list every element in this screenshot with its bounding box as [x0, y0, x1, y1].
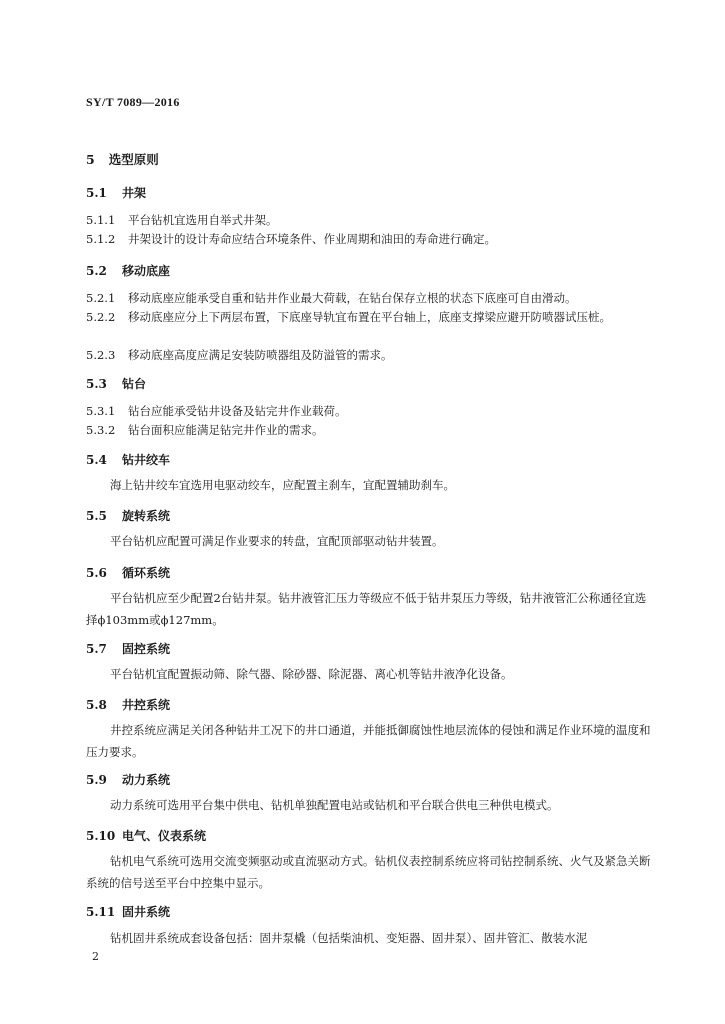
clause-number: 5.2.3: [86, 348, 116, 362]
section-number: 5.6: [86, 566, 107, 580]
section-number: 5.5: [86, 509, 107, 523]
section-paragraph: 平台钻机应配置可满足作业要求的转盘，宜配顶部驱动钻井装置。: [110, 534, 444, 548]
section-title: 钻井绞车: [122, 453, 171, 467]
clause-text: 钻台面积应能满足钻完井作业的需求。: [128, 423, 324, 437]
chapter-number: 5: [86, 152, 95, 167]
section-paragraph: 动力系统可选用平台集中供电、钻机单独配置电站或钻机和平台联合供电三种供电模式。: [110, 798, 559, 812]
section-number: 5.11: [86, 905, 116, 919]
clause: [86, 420, 656, 440]
clause-text: 移动底座应分上下两层布置，下底座导轨宜布置在平台轴上，底座支撑梁应避开防喷器试压桩。: [128, 310, 611, 324]
section-number: 5.1: [86, 186, 107, 200]
section-heading: [86, 771, 170, 788]
chapter-title: 选型原则: [108, 152, 159, 167]
clause-number: 5.3.2: [86, 423, 116, 437]
section-title: 电气、仪表系统: [122, 829, 207, 843]
standard-code: SY/T 7089—2016: [86, 95, 180, 109]
section-number: 5.3: [86, 377, 107, 391]
clause: [86, 288, 656, 308]
section-heading: [86, 184, 146, 201]
clause-text: 钻台应能承受钻井设备及钻完井作业载荷。: [128, 404, 347, 418]
section-title: 钻台: [122, 377, 147, 391]
section-paragraph: 平台钻机应至少配置2台钻井泵。钻井液管汇压力等级应不低于钻井泵压力等级，钻井液管汇公称通径宜选择ϕ103mm或ϕ127mm。: [86, 591, 647, 627]
clause-number: 5.3.1: [86, 404, 116, 418]
section-heading: [86, 696, 170, 713]
section-heading: [86, 903, 170, 920]
section-title: 井架: [122, 186, 147, 200]
clause-text: 移动底座应能承受自重和钻井作业最大荷载，在钻台保存立根的状态下底座可自由滑动。: [128, 291, 577, 305]
clause-number: 5.1.1: [86, 213, 116, 227]
section-title: 移动底座: [122, 264, 171, 278]
section-title: 井控系统: [122, 698, 171, 712]
clause: [86, 401, 656, 421]
section-heading: [86, 375, 146, 392]
clause-number: 5.2.2: [86, 310, 116, 324]
page-number: 2: [92, 950, 99, 963]
clause-number: 5.1.2: [86, 232, 116, 246]
section-heading: [86, 262, 170, 279]
section-number: 5.10: [86, 829, 116, 843]
chapter-heading: [86, 150, 159, 168]
section-title: 固控系统: [122, 642, 171, 656]
clause: [86, 345, 656, 365]
section-title: 旋转系统: [122, 509, 171, 523]
section-paragraph: 井控系统应满足关闭各种钻井工况下的井口通道，并能抵御腐蚀性地层流体的侵蚀和满足作业环境的温度和压力要求。: [86, 723, 651, 759]
section-number: 5.4: [86, 453, 107, 467]
clause-number: 5.2.1: [86, 291, 116, 305]
section-title: 固井系统: [122, 905, 171, 919]
section-heading: [86, 564, 170, 581]
clause: [86, 229, 656, 249]
section-heading: [86, 451, 170, 468]
clause: [86, 210, 656, 230]
section-number: 5.8: [86, 698, 107, 712]
section-number: 5.9: [86, 773, 107, 787]
section-number: 5.7: [86, 642, 107, 656]
section-title: 动力系统: [122, 773, 171, 787]
section-title: 循环系统: [122, 566, 171, 580]
section-paragraph: 海上钻井绞车宜选用电驱动绞车，应配置主刹车，宜配置辅助刹车。: [110, 478, 455, 492]
section-paragraph: 平台钻机宜配置振动筛、除气器、除砂器、除泥器、离心机等钻井液净化设备。: [110, 667, 513, 681]
section-heading: [86, 827, 206, 844]
section-heading: [86, 640, 170, 657]
clause-text: 移动底座高度应满足安装防喷器组及防溢管的需求。: [128, 348, 393, 362]
clause: [86, 307, 656, 327]
clause-text: 平台钻机宜选用自举式井架。: [128, 213, 278, 227]
section-number: 5.2: [86, 264, 107, 278]
section-paragraph: 钻机固井系统成套设备包括：固井泵橇（包括柴油机、变矩器、固井泵）、固井管汇、散装水泥: [110, 931, 588, 945]
section-heading: [86, 507, 170, 524]
clause-text: 井架设计的设计寿命应结合环境条件、作业周期和油田的寿命进行确定。: [128, 232, 496, 246]
section-paragraph: 钻机电气系统可选用交流变频驱动或直流驱动方式。钻机仪表控制系统应将司钻控制系统、火气及紧急关断系统的信号送至平台中控集中显示。: [86, 854, 651, 890]
